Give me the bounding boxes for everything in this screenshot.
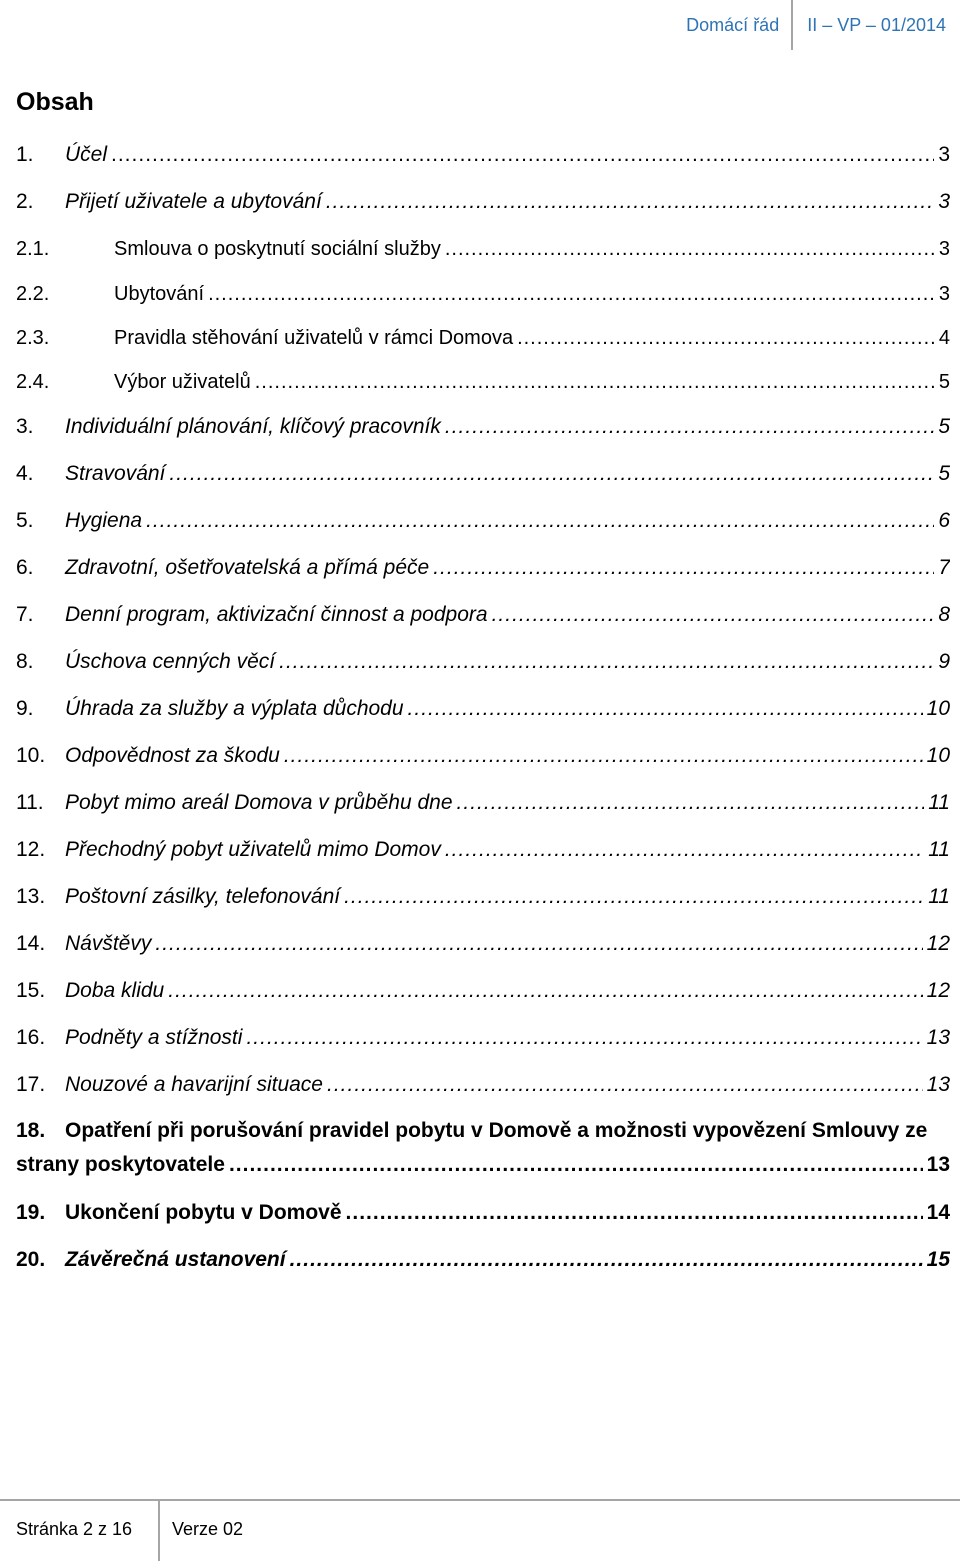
toc-entry-12[interactable]: 12. Přechodný pobyt uživatelů mimo Domov ..... 11 xyxy=(16,837,950,863)
toc-entry-2-3[interactable]: 2.3. Pravidla stěhování uživatelů v rámci Domova ..... 4 xyxy=(16,325,950,351)
toc-entry-2-4[interactable]: 2.4. Výbor uživatelů ..... 5 xyxy=(16,369,950,395)
toc-entry-5[interactable]: 5. Hygiena ..... 6 xyxy=(16,508,950,534)
toc-entry-11[interactable]: 11. Pobyt mimo areál Domova v průběhu dne ..... 11 xyxy=(16,790,950,816)
header-doc-id: II – VP – 01/2014 xyxy=(807,14,946,35)
header-doc-title: Domácí řád xyxy=(686,14,780,35)
toc-entry-2-2[interactable]: 2.2. Ubytování ..... 3 xyxy=(16,281,950,307)
toc-entry-19[interactable]: 19. Ukončení pobytu v Domově ..... 14 xyxy=(16,1200,950,1226)
toc-entry-3[interactable]: 3. Individuální plánování, klíčový pracovník ..... 5 xyxy=(16,414,950,440)
page-header xyxy=(686,0,946,50)
toc-entry-16[interactable]: 16. Podněty a stížnosti ..... 13 xyxy=(16,1025,950,1051)
toc-entry-4[interactable]: 4. Stravování ..... 5 xyxy=(16,461,950,487)
toc-entry-9[interactable]: 9. Úhrada za služby a výplata důchodu ..... 10 xyxy=(16,696,950,722)
footer-version: Verze 02 xyxy=(172,1519,244,1539)
toc-entry-7[interactable]: 7. Denní program, aktivizační činnost a podpora ..... 8 xyxy=(16,602,950,628)
toc-entry-18[interactable]: 18. Opatření při porušování pravidel pobytu v Domově a možnosti vypovězení Smlouvy ze strany poskytovatele ..... 13 xyxy=(16,1114,950,1182)
toc-entry-14[interactable]: 14. Návštěvy ..... 12 xyxy=(16,931,950,957)
toc-entry-2-1[interactable]: 2.1. Smlouva o poskytnutí sociální služby ..... 3 xyxy=(16,236,950,262)
footer-divider xyxy=(158,1501,160,1561)
toc-entry-13[interactable]: 13. Poštovní zásilky, telefonování ..... 11 xyxy=(16,884,950,910)
toc-entry-20[interactable]: 20. Závěrečná ustanovení ..... 15 xyxy=(16,1247,950,1273)
toc-entry-8[interactable]: 8. Úschova cenných věcí ..... 9 xyxy=(16,649,950,675)
toc-entry-1[interactable]: 1. Účel ..... 3 xyxy=(16,142,950,168)
toc-entry-6[interactable]: 6. Zdravotní, ošetřovatelská a přímá péče ..... 7 xyxy=(16,555,950,581)
toc-entry-15[interactable]: 15. Doba klidu ..... 12 xyxy=(16,978,950,1004)
toc-entry-2[interactable]: 2. Přijetí uživatele a ubytování ..... 3 xyxy=(16,189,950,215)
page-footer xyxy=(0,1499,960,1561)
toc-heading: Obsah xyxy=(16,88,94,116)
toc-entry-10[interactable]: 10. Odpovědnost za škodu ..... 10 xyxy=(16,743,950,769)
toc-entry-17[interactable]: 17. Nouzové a havarijní situace ..... 13 xyxy=(16,1072,950,1098)
footer-page-number: Stránka 2 z 16 xyxy=(16,1519,133,1539)
